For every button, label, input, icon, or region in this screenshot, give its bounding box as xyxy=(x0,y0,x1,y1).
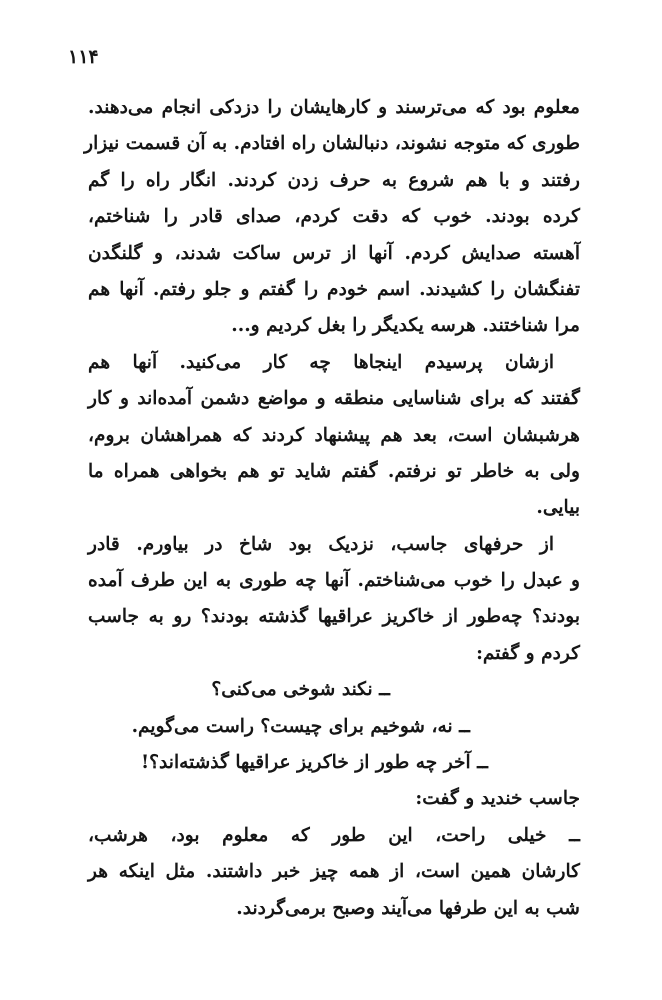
text-line: آهسته صدایش کردم. آنها از ترس ساکت شدند، و گلنگدن xyxy=(88,242,580,264)
text-line: کرده بودند. خوب که دقت کردم، صدای قادر را شناختم، xyxy=(88,206,580,228)
dialogue-line: ــ نه، شوخیم برای چیست؟ راست می‌گویم. xyxy=(131,715,470,737)
text-line: و عبدل را خوب می‌شناختم. آنها چه طوری به این طرف آمده xyxy=(88,570,580,592)
text-line: طوری که متوجه نشوند، دنبالشان راه افتادم. به آن قسمت نیزار xyxy=(84,133,580,155)
text-line: کردم و گفتم: xyxy=(476,642,580,664)
text-line: جاسب خندید و گفت: xyxy=(415,788,580,810)
page-number: ۱۱۴ xyxy=(68,46,99,68)
text-line: تفنگشان را کشیدند. اسم خودم را گفتم و جلو رفتم. آنها هم xyxy=(88,278,580,300)
text-line: مرا شناختند. هرسه یکدیگر را بغل کردیم و... xyxy=(231,315,580,337)
text-line: بیایی. xyxy=(536,497,580,519)
text-line: بودند؟ چه‌طور از خاکریز عراقیها گذشته بودند؟ رو به جاسب xyxy=(88,606,580,628)
text-line: هرشبشان است، بعد هم پیشنهاد کردند که همراهشان بروم، xyxy=(88,424,580,446)
dialogue-line: ــ آخر چه طور از خاکریز عراقیها گذشته‌اند؟! xyxy=(141,752,488,774)
text-line: گفتند که برای شناسایی منطقه و مواضع دشمن آمده‌اند و کار xyxy=(88,388,580,410)
body-text xyxy=(84,90,580,927)
dialogue-line: ــ خیلی راحت، این طور که معلوم بود، هرشب، xyxy=(88,824,580,846)
text-line: ولی به خاطر تو نرفتم. گفتم شاید تو هم بخواهی همراه ما xyxy=(88,460,580,482)
text-line: از حرفهای جاسب، نزدیک بود شاخ در بیاورم. قادر xyxy=(88,533,554,555)
text-line: رفتند و با هم شروع به حرف زدن کردند. انگار راه را گم xyxy=(88,169,580,191)
dialogue-line: ــ نکند شوخی می‌کنی؟ xyxy=(211,679,390,701)
text-line: کارشان همین است، از همه چیز خبر داشتند. مثل اینکه هر xyxy=(88,861,580,883)
text-line: معلوم بود که می‌ترسند و کارهایشان را دزدکی انجام می‌دهند. xyxy=(88,97,580,118)
text-line: ازشان پرسیدم اینجاها چه کار می‌کنید. آنها هم xyxy=(88,351,554,373)
text-line: شب به این طرفها می‌آیند وصبح برمی‌گردند. xyxy=(236,897,580,919)
